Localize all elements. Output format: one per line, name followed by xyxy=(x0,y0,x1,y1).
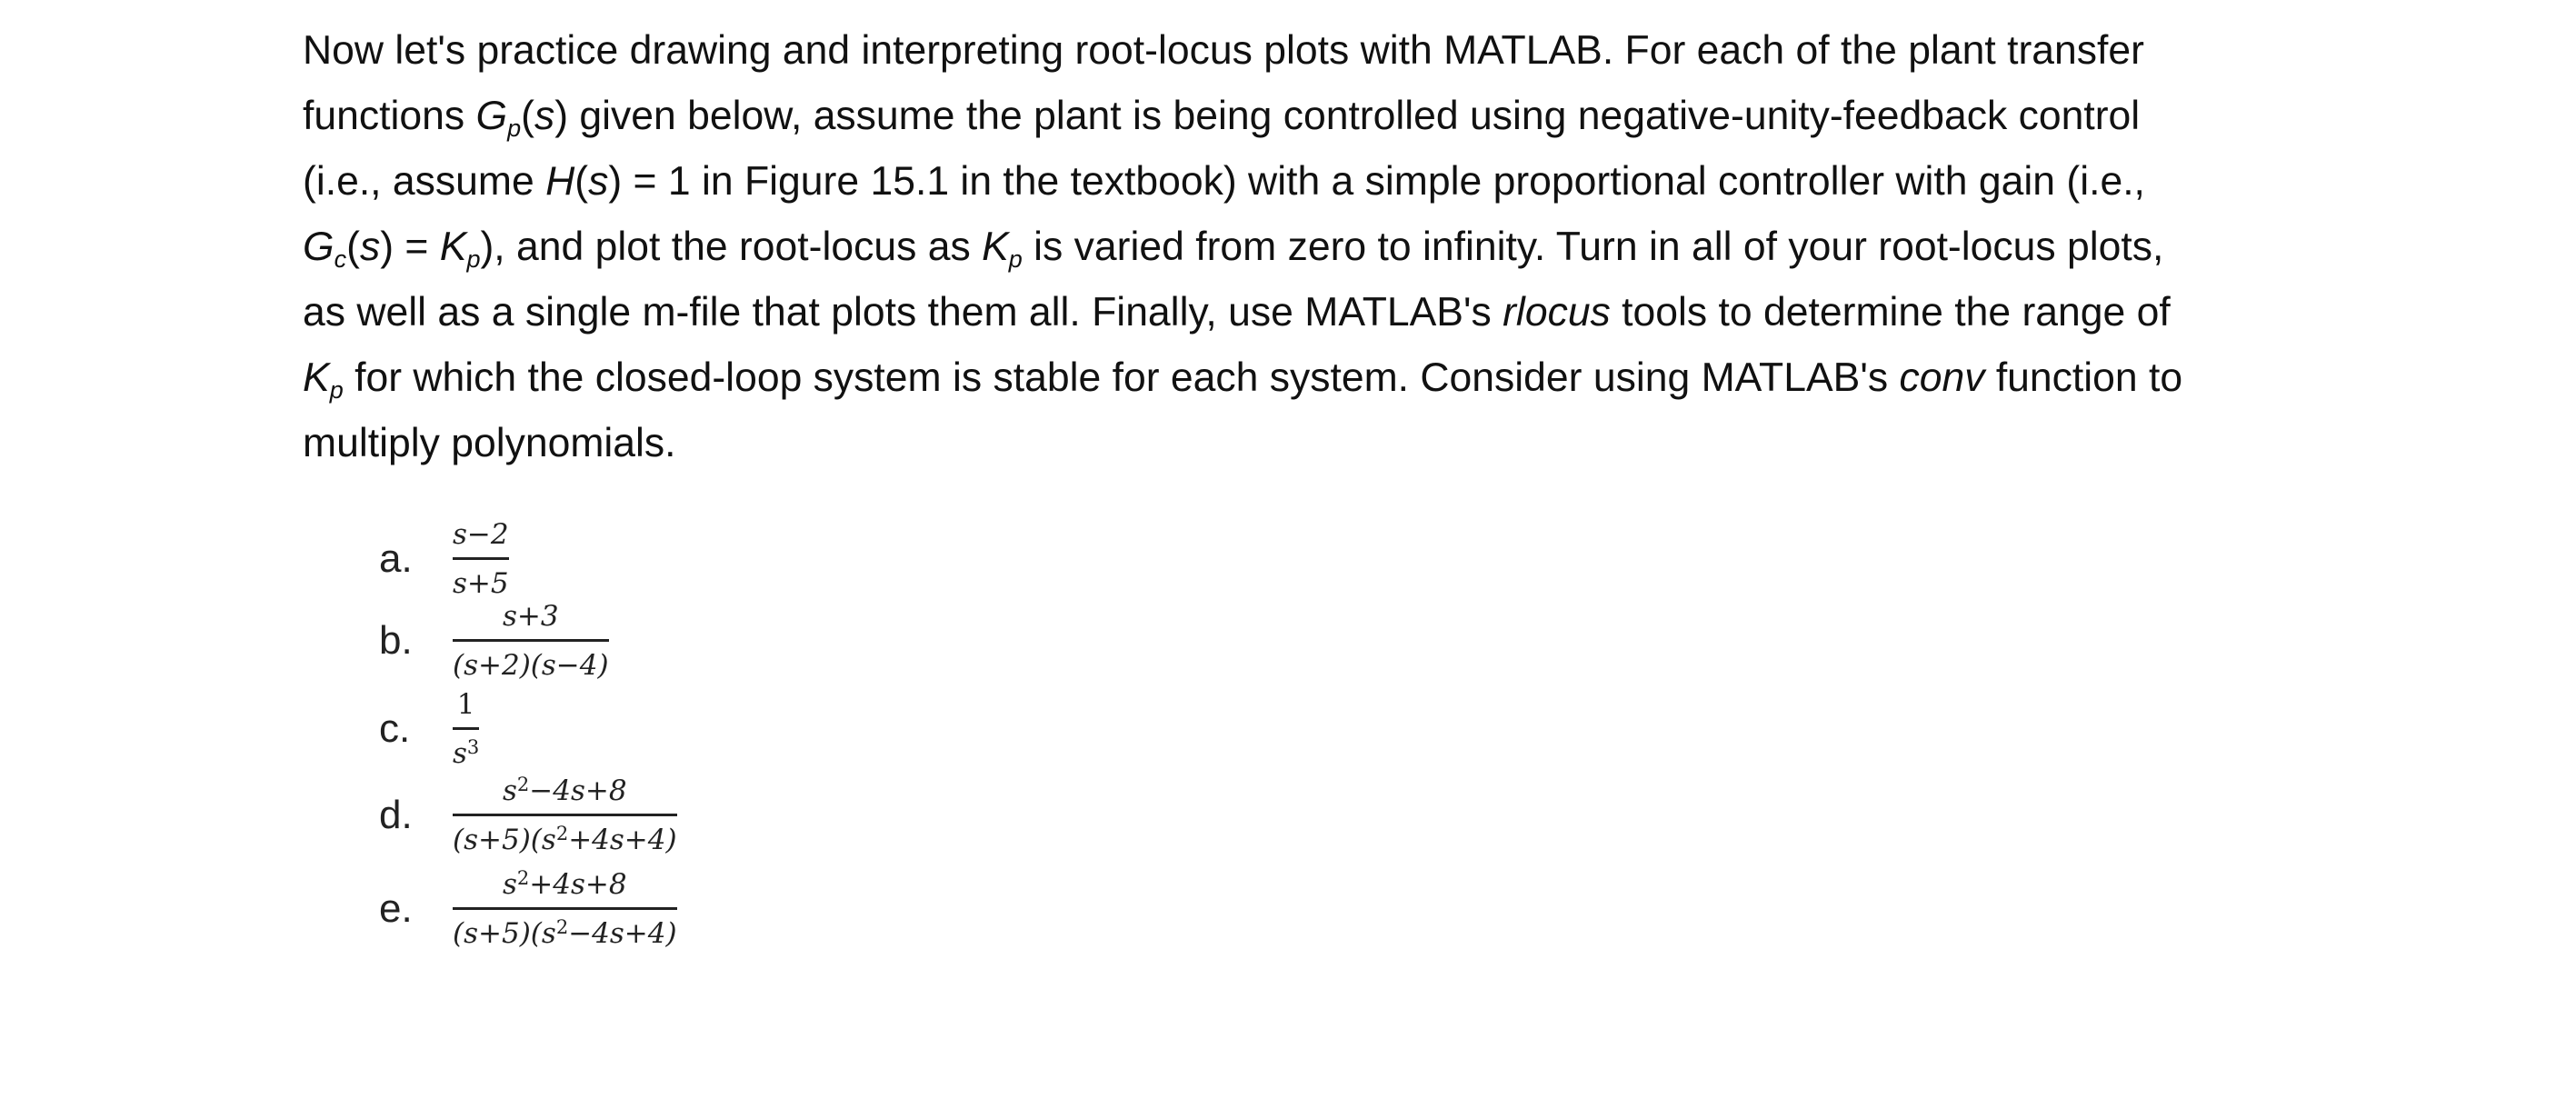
denominator: $(s+5)(s^2+4s+4)$ xyxy=(453,823,677,856)
denominator: s+5 xyxy=(453,567,509,600)
fraction-bar xyxy=(453,814,677,816)
fraction-bar xyxy=(453,727,479,730)
numerator: s+3 xyxy=(502,600,559,633)
item-letter: d. xyxy=(379,793,413,837)
paragraph-line-1: Now let's practice drawing and interpreting root-locus plots with MATLAB. For each of the plant transfer xyxy=(303,28,2144,73)
paragraph-line-6: $K_p$ for which the closed-loop system is stable for each system. Consider using MATLAB's conv function to xyxy=(303,355,2183,404)
denominator: $s^3$ xyxy=(453,736,480,770)
list-item-a xyxy=(0,518,1091,609)
denominator: (s+2)(s−4) xyxy=(453,649,609,682)
transfer-function-a xyxy=(453,518,509,600)
fraction-bar xyxy=(453,639,609,642)
item-letter: e. xyxy=(379,886,413,931)
paragraph-line-4: $G_c(s) = K_p$), and plot the root-locus as $K_p$ is varied from zero to infinity. Turn in all of your root-locus plots, xyxy=(303,225,2164,273)
problem-paragraph xyxy=(303,18,2302,476)
fraction-bar xyxy=(453,907,677,910)
transfer-function-d xyxy=(453,774,677,856)
numerator: s−2 xyxy=(453,518,509,551)
paragraph-line-3: (i.e., assume H(s) = 1 in Figure 15.1 in the textbook) with a simple proportional controller with gain (i.e., xyxy=(303,159,2145,204)
item-letter: b. xyxy=(379,618,413,663)
numerator: $s^2+4s+8$ xyxy=(502,867,627,901)
transfer-function-c xyxy=(453,688,479,770)
paragraph-line-7: multiply polynomials. xyxy=(303,421,676,465)
paragraph-line-5: as well as a single m-file that plots them all. Finally, use MATLAB's rlocus tools to determine the range of xyxy=(303,290,2171,335)
paragraph-line-2: functions $G_p(s)$ given below, assume the plant is being controlled using negative-unity-feedback control xyxy=(303,94,2141,142)
list-item-b xyxy=(0,600,1091,691)
numerator: $s^2-4s+8$ xyxy=(502,774,627,807)
item-letter: a. xyxy=(379,536,413,581)
item-letter: c. xyxy=(379,706,411,751)
denominator: $(s+5)(s^2-4s+4)$ xyxy=(453,916,677,950)
list-item-e xyxy=(0,868,1091,959)
fraction-bar xyxy=(453,557,509,560)
list-item-d xyxy=(0,774,1091,865)
list-item-c xyxy=(0,688,1091,779)
numerator: 1 xyxy=(456,688,475,721)
transfer-function-e xyxy=(453,868,677,950)
transfer-function-b xyxy=(453,600,609,682)
